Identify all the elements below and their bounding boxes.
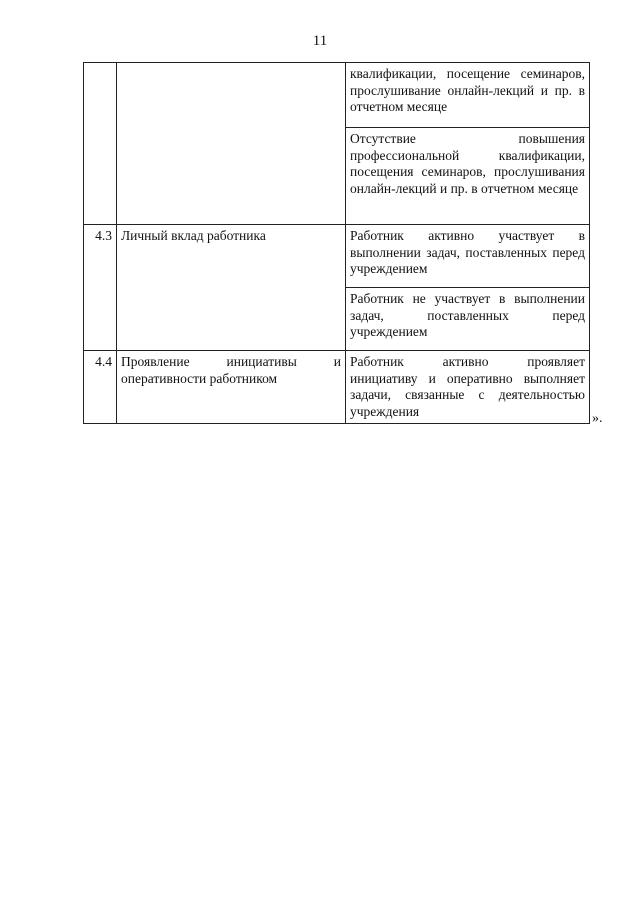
closing-quote-mark: ». [592,411,603,426]
criterion-description-cell: Работник активно участвует в выполнении задач, поставленных перед учреждением [346,225,590,288]
page-number: 11 [312,33,328,49]
criterion-description-cell: Работник не участвует в выполнении задач, поставленных перед учреждением [346,288,590,351]
table-row [84,63,590,128]
row-number-cell: 4.4 [84,351,117,424]
table-row [84,225,590,288]
criterion-name-cell [117,63,346,225]
criterion-name-cell: Личный вклад работника [117,225,346,351]
criteria-table [83,62,590,424]
row-number-cell [84,63,117,225]
criterion-description-cell: Отсутствие повышения профессиональной квалификации, посещения семинаров, прослушивания онлайн-лекций и пр. в отчетном месяце [346,128,590,225]
criterion-description-cell: Работник активно проявляет инициативу и оперативно выполняет задачи, связанные с деятельностью учреждения [346,351,590,424]
criterion-name-cell: Проявление инициативы и оперативности работником [117,351,346,424]
table-row [84,351,590,424]
criterion-description-cell: квалификации, посещение семинаров, прослушивание онлайн-лекций и пр. в отчетном месяце [346,63,590,128]
row-number-cell: 4.3 [84,225,117,351]
